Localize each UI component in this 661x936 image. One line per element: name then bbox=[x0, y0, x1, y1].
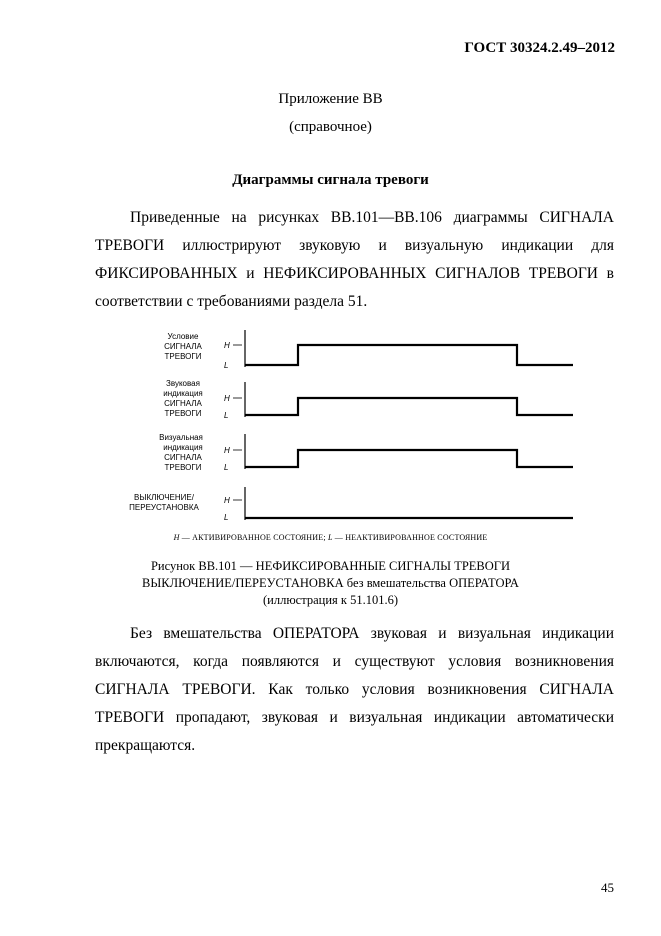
signal-label: СИГНАЛА bbox=[164, 342, 202, 351]
l-level-label: L bbox=[224, 463, 229, 472]
annex-title: Приложение ВВ bbox=[278, 91, 383, 107]
signal-label: ПЕРЕУСТАНОВКА bbox=[129, 503, 199, 512]
l-level-label: L bbox=[224, 411, 229, 420]
signal-alarm-condition bbox=[164, 330, 573, 370]
caption-line: Рисунок ВВ.101 — НЕФИКСИРОВАННЫЕ СИГНАЛЫ ТРЕВОГИ bbox=[150, 559, 511, 573]
signal-audible-indication bbox=[163, 379, 573, 420]
paragraph-line: прекращаются. bbox=[95, 737, 196, 754]
legend-l-symbol: L bbox=[327, 533, 333, 542]
signal-label: индикация bbox=[163, 389, 203, 398]
legend-h-symbol: H bbox=[173, 533, 180, 542]
paragraph-line: ТРЕВОГИ иллюстрируют звуковую и визуальную индикации для bbox=[95, 237, 614, 254]
l-level-label: L bbox=[224, 361, 229, 370]
alarm-signal-diagram bbox=[0, 320, 661, 530]
signal-silence-reset bbox=[129, 487, 573, 522]
signal-waveform bbox=[245, 345, 573, 365]
caption-line: (иллюстрация к 51.101.6) bbox=[263, 593, 398, 607]
paragraph-line: СИГНАЛА ТРЕВОГИ. Как только условия возникновения СИГНАЛА bbox=[95, 681, 614, 698]
signal-label: индикация bbox=[163, 443, 203, 452]
figure-legend bbox=[0, 533, 661, 542]
paragraph-line: соответствии с требованиями раздела 51. bbox=[95, 293, 368, 310]
signal-label: Звуковая bbox=[166, 379, 200, 388]
signal-label: Условие bbox=[167, 332, 199, 341]
caption-line: ВЫКЛЮЧЕНИЕ/ПЕРЕУСТАНОВКА без вмешательства ОПЕРАТОРА bbox=[142, 576, 519, 590]
signal-label: ТРЕВОГИ bbox=[164, 352, 202, 361]
page-number: 45 bbox=[601, 880, 614, 895]
signal-label: СИГНАЛА bbox=[164, 453, 202, 462]
intro-paragraph bbox=[95, 204, 614, 316]
signal-label: ТРЕВОГИ bbox=[164, 409, 202, 418]
description-paragraph bbox=[95, 620, 614, 760]
h-level-label: H bbox=[224, 341, 230, 350]
signal-waveform bbox=[245, 450, 573, 467]
l-level-label: L bbox=[224, 513, 229, 522]
section-title: Диаграммы сигнала тревоги bbox=[232, 172, 429, 188]
legend-l-text: — НЕАКТИВИРОВАННОЕ СОСТОЯНИЕ bbox=[332, 533, 488, 542]
h-level-label: H bbox=[224, 394, 230, 403]
signal-label: ВЫКЛЮЧЕНИЕ/ bbox=[134, 493, 194, 502]
signal-waveform bbox=[245, 398, 573, 415]
standard-header: ГОСТ 30324.2.49–2012 bbox=[464, 40, 615, 56]
h-level-label: H bbox=[224, 496, 230, 505]
legend-h-text: — АКТИВИРОВАННОЕ СОСТОЯНИЕ; bbox=[179, 533, 328, 542]
figure-caption bbox=[0, 558, 661, 609]
paragraph-line: Без вмешательства ОПЕРАТОРА звуковая и визуальная индикации bbox=[130, 625, 614, 642]
annex-subtitle: (справочное) bbox=[289, 119, 372, 135]
signal-visual-indication bbox=[159, 433, 573, 472]
signal-label: Визуальная bbox=[159, 433, 203, 442]
paragraph-line: ФИКСИРОВАННЫХ и НЕФИКСИРОВАННЫХ СИГНАЛОВ ТРЕВОГИ в bbox=[95, 265, 614, 282]
h-level-label: H bbox=[224, 446, 230, 455]
paragraph-line: ТРЕВОГИ пропадают, звуковая и визуальная индикации автоматически bbox=[95, 709, 614, 726]
signal-label: ТРЕВОГИ bbox=[164, 463, 202, 472]
paragraph-line: Приведенные на рисунках ВВ.101—ВВ.106 диаграммы СИГНАЛА bbox=[130, 209, 614, 226]
paragraph-line: включаются, когда появляются и существуют условия возникновения bbox=[95, 653, 614, 670]
signal-label: СИГНАЛА bbox=[164, 399, 202, 408]
